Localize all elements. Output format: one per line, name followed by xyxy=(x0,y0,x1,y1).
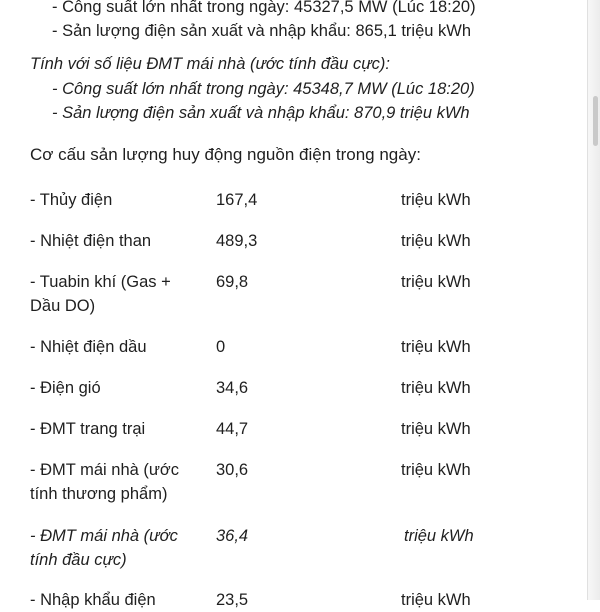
row-unit: triệu kWh xyxy=(401,232,471,250)
row-value: 34,6 xyxy=(216,379,249,397)
row-unit: triệu kWh xyxy=(404,527,474,545)
row-unit: triệu kWh xyxy=(401,338,471,356)
row-value: 69,8 xyxy=(216,273,249,291)
rooftop-production-text: - Sản lượng điện sản xuất và nhập khẩu: 870,9 triệu kWh xyxy=(52,104,470,122)
row-label: - ĐMT mái nhà (ước tính thương phẩm) xyxy=(30,461,179,503)
row-label: - Nhập khẩu điện xyxy=(30,591,156,609)
row-unit: triệu kWh xyxy=(401,273,471,291)
rooftop-max-power-text: - Công suất lớn nhất trong ngày: 45348,7 MW (Lúc 18:20) xyxy=(52,80,475,98)
row-unit: triệu kWh xyxy=(401,591,471,609)
row-value: 489,3 xyxy=(216,232,258,250)
row-unit: triệu kWh xyxy=(401,461,471,479)
row-label: - ĐMT mái nhà (ước tính đầu cực) xyxy=(30,527,178,569)
row-label: - Nhiệt điện than xyxy=(30,232,152,250)
row-value: 0 xyxy=(216,338,226,356)
row-label: - ĐMT trang trại xyxy=(30,420,146,438)
row-value: 167,4 xyxy=(216,191,258,209)
row-unit: triệu kWh xyxy=(401,379,471,397)
rooftop-section-title: Tính với số liệu ĐMT mái nhà (ước tính đầu cực): xyxy=(30,55,390,73)
row-label: - Tuabin khí (Gas + Dầu DO) xyxy=(30,273,171,315)
peak-max-power-text: - Công suất lớn nhất trong ngày: 45327,5 MW (Lúc 18:20) xyxy=(52,0,476,16)
row-value: 23,5 xyxy=(216,591,249,609)
row-label: - Điện gió xyxy=(30,379,101,397)
row-value: 44,7 xyxy=(216,420,249,438)
row-value: 30,6 xyxy=(216,461,249,479)
scrollbar-thumb[interactable] xyxy=(593,96,598,146)
row-label: - Nhiệt điện dầu xyxy=(30,338,147,356)
row-unit: triệu kWh xyxy=(401,191,471,209)
row-label: - Thủy điện xyxy=(30,191,113,209)
structure-heading: Cơ cấu sản lượng huy động nguồn điện trong ngày: xyxy=(30,145,421,164)
row-unit: triệu kWh xyxy=(401,420,471,438)
peak-production-text: - Sản lượng điện sản xuất và nhập khẩu: 865,1 triệu kWh xyxy=(52,22,472,40)
row-value: 36,4 xyxy=(216,527,249,545)
scrollbar-track[interactable] xyxy=(587,0,600,600)
